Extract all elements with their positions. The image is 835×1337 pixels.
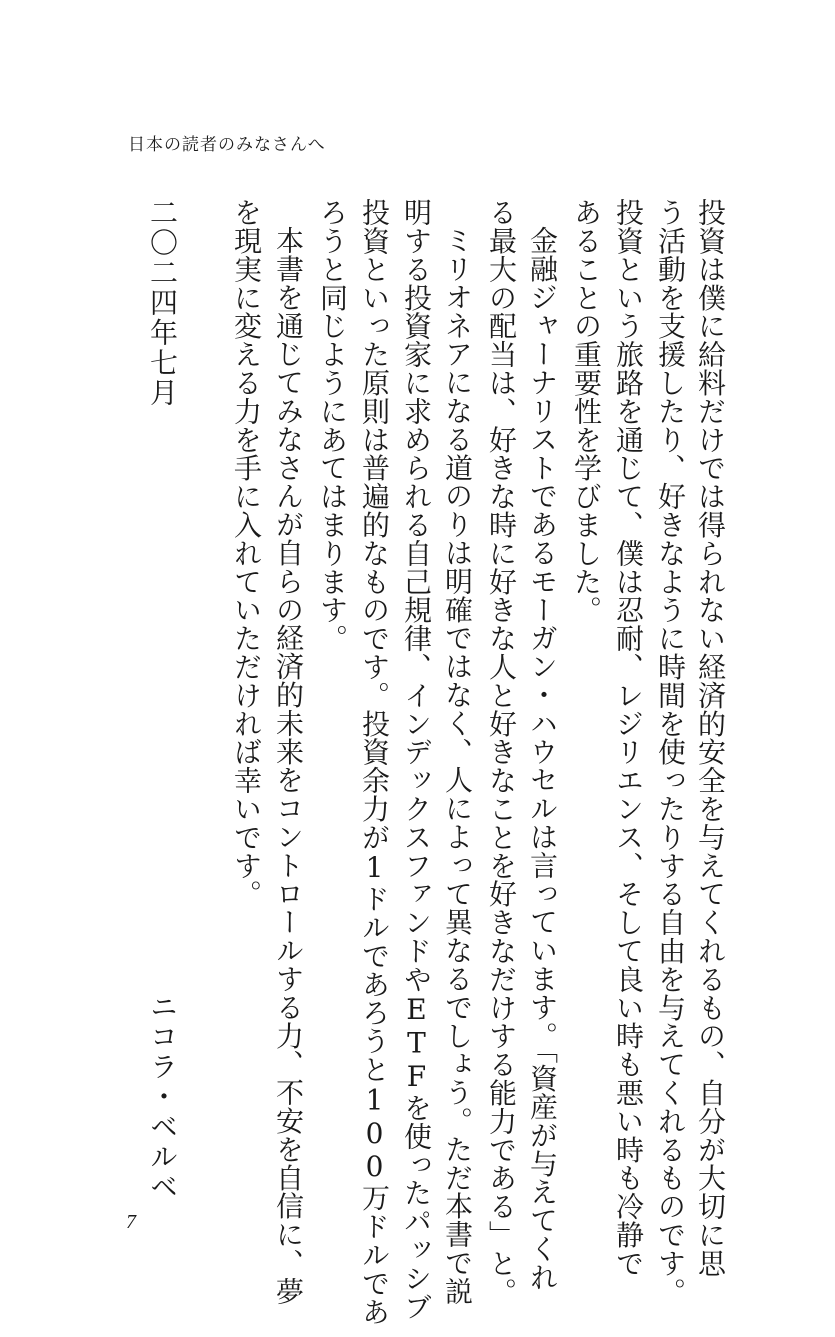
text-column-4: あることの重要性を学びました。: [570, 198, 603, 624]
text-column-9: 投資といった原則は普遍的なものです。投資余力が1ドルであろうと100万ドルであ: [358, 198, 391, 1326]
text-column-12: を現実に変える力を手に入れていただければ幸いです。: [230, 198, 263, 908]
text-column-11: 本書を通じてみなさんが自らの経済的未来をコントロールする力、不安を自信に、夢: [272, 226, 305, 1306]
signature: ニコラ・ベルベ: [146, 992, 179, 1202]
text-column-7: ミリオネアになる道のりは明確ではなく、人によって異なるでしょう。ただ本書で説: [441, 226, 474, 1306]
text-column-6: る最大の配当は、好きな時に好きな人と好きなことを好きなだけする能力である」と。: [485, 198, 518, 1306]
date: 二〇二四年七月: [146, 198, 179, 408]
text-column-8: 明する投資家に求められる自己規律、インデックスファンドやETFを使ったパッシブ: [400, 198, 433, 1321]
text-column-1: 投資は僕に給料だけでは得られない経済的安全を与えてくれるもの、自分が大切に思: [694, 198, 727, 1278]
text-column-5: 金融ジャーナリストであるモーガン・ハウセルは言っています。「資産が与えてくれ: [526, 226, 559, 1292]
text-column-10: ろうと同じようにあてはまります。: [316, 198, 349, 653]
page-number: 7: [126, 1211, 136, 1233]
text-column-3: 投資という旅路を通じて、僕は忍耐、レジリエンス、そして良い時も悪い時も冷静で: [612, 198, 645, 1278]
text-column-2: う活動を支援したり、好きなように時間を使ったりする自由を与えてくれるものです。: [654, 198, 687, 1306]
running-head: 日本の読者のみなさんへ: [128, 135, 326, 155]
